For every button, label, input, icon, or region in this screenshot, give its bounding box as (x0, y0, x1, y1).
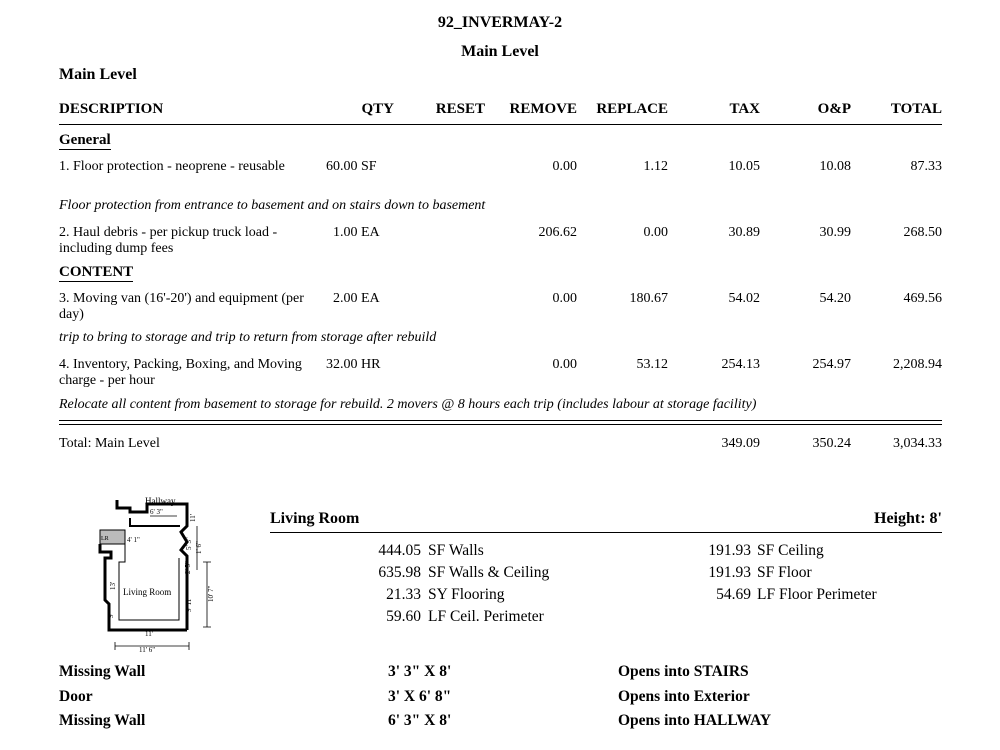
row-total: 2,208.94 (893, 357, 942, 372)
total-op: 350.24 (812, 436, 851, 451)
header-replace: REPLACE (596, 101, 668, 117)
sketch-dim-label: 9' 11" (185, 595, 193, 612)
measurement-value: 54.69 (716, 586, 751, 603)
header-description: DESCRIPTION (59, 101, 164, 117)
sketch-dim-label: 1' 6" (195, 541, 203, 554)
row-remove: 206.62 (538, 225, 577, 240)
row-tax: 254.13 (721, 357, 760, 372)
sketch-dim-label: 11' (145, 630, 154, 638)
row-replace: 180.67 (629, 291, 668, 306)
header-rule (59, 124, 942, 125)
opening-type: Missing Wall (59, 712, 146, 729)
document-subtitle: Main Level (461, 43, 539, 60)
row-replace: 1.12 (643, 159, 668, 174)
measurement-value: 191.93 (708, 542, 751, 559)
header-tax: TAX (729, 101, 760, 117)
row-op: 54.20 (819, 291, 851, 306)
row-description: 2. Haul debris - per pickup truck load - including dump fees (59, 225, 278, 256)
section-heading: CONTENT (59, 264, 134, 280)
measurement-label: SF Ceiling (757, 542, 824, 559)
measurement-label: LF Ceil. Perimeter (428, 608, 544, 625)
row-total: 268.50 (903, 225, 942, 240)
row-note: trip to bring to storage and trip to return from storage after rebuild (59, 330, 437, 345)
row-tax: 30.89 (728, 225, 760, 240)
sketch-dim-label: LR (101, 536, 109, 542)
opening-destination: Opens into HALLWAY (618, 712, 772, 729)
measurement-label: LF Floor Perimeter (757, 586, 877, 603)
header-reset: RESET (435, 101, 485, 117)
row-description: 3. Moving van (16'-20') and equipment (per day) (59, 291, 304, 322)
row-remove: 0.00 (552, 159, 577, 174)
header-total: TOTAL (890, 101, 942, 117)
row-note: Floor protection from entrance to basement and on stairs down to basement (59, 198, 486, 213)
measurement-value: 444.05 (378, 542, 421, 559)
opening-size: 3' 3" X 8' (388, 663, 452, 680)
opening-type: Missing Wall (59, 663, 146, 680)
opening-destination: Opens into Exterior (618, 688, 750, 705)
sketch-dim-label: 5' 3" (185, 537, 193, 550)
room-rule (270, 532, 942, 533)
measurement-label: SY Flooring (428, 586, 505, 603)
measurement-value: 635.98 (378, 564, 421, 581)
row-replace: 53.12 (636, 357, 668, 372)
header-op: O&P (817, 101, 851, 117)
total-rule-top (59, 420, 942, 421)
sketch-label-hallway: Hallway (145, 496, 176, 506)
floor-plan-sketch (95, 492, 215, 657)
header-qty: QTY (361, 101, 394, 117)
row-description: 4. Inventory, Packing, Boxing, and Moving charge - per hour (59, 357, 302, 388)
measurement-value: 59.60 (386, 608, 421, 625)
row-remove: 0.00 (552, 357, 577, 372)
sketch-dim-label: 9' (107, 613, 115, 618)
measurement-label: SF Walls (428, 542, 484, 559)
sketch-dim-label: 11' 6" (139, 646, 156, 654)
row-tax: 54.02 (728, 291, 760, 306)
sketch-dim-label: 13' (109, 581, 117, 590)
sketch-wall (130, 518, 180, 526)
measurement-label: SF Walls & Ceiling (428, 564, 550, 581)
total-rule-bottom (59, 424, 942, 425)
row-remove: 0.00 (552, 291, 577, 306)
opening-size: 3' X 6' 8" (388, 688, 452, 705)
sketch-dim-label: 4' 1" (127, 536, 140, 544)
row-replace: 0.00 (643, 225, 668, 240)
opening-type: Door (59, 688, 93, 705)
row-qty: 2.00 EA (333, 291, 380, 306)
sketch-dim-label: 10' 7" (207, 585, 215, 602)
sketch-dim-label: 11' (189, 513, 197, 522)
row-op: 10.08 (819, 159, 851, 174)
row-note: Relocate all content from basement to storage for rebuild. 2 movers @ 8 hours each trip (includes labour at storage facility) (59, 397, 757, 412)
measurement-value: 191.93 (708, 564, 751, 581)
row-qty: 32.00 HR (326, 357, 381, 372)
row-total: 469.56 (903, 291, 942, 306)
row-tax: 10.05 (728, 159, 760, 174)
total-label: Total: Main Level (59, 436, 160, 451)
opening-destination: Opens into STAIRS (618, 663, 749, 680)
section-heading: General (59, 132, 111, 148)
row-op: 254.97 (812, 357, 851, 372)
total-total: 3,034.33 (893, 436, 942, 451)
row-qty: 60.00 SF (326, 159, 377, 174)
sketch-label-living-room: Living Room (123, 587, 172, 597)
row-description: 1. Floor protection - neoprene - reusable (59, 159, 285, 174)
sketch-dim-label: 6' 3" (150, 508, 163, 516)
room-height: Height: 8' (874, 510, 942, 527)
level-label: Main Level (59, 66, 137, 83)
document-title: 92_INVERMAY-2 (437, 14, 563, 31)
measurement-label: SF Floor (757, 564, 812, 581)
measurement-value: 21.33 (386, 586, 421, 603)
room-name: Living Room (270, 510, 360, 527)
sketch-wall (119, 544, 179, 620)
row-qty: 1.00 EA (333, 225, 380, 240)
opening-size: 6' 3" X 8' (388, 712, 452, 729)
header-remove: REMOVE (509, 101, 577, 117)
sketch-dim-label: 2' 5" (184, 561, 192, 574)
total-tax: 349.09 (721, 436, 760, 451)
row-op: 30.99 (819, 225, 851, 240)
row-total: 87.33 (910, 159, 942, 174)
